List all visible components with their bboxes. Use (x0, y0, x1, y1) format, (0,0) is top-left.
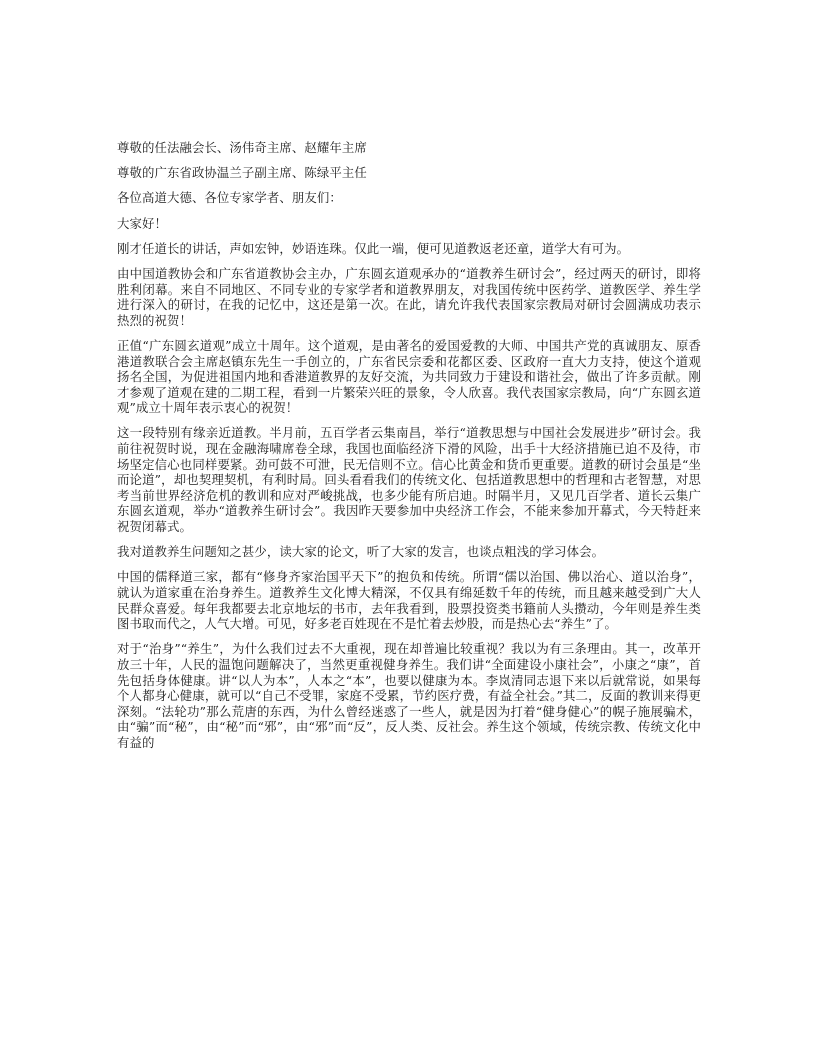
paragraph-salutation-2: 尊敬的广东省政协温兰子副主席、陈绿平主任 (117, 165, 367, 181)
paragraph-greeting: 大家好！ (117, 215, 167, 231)
paragraph-body-4: 这一段特别有缘亲近道教。半月前，五百学者云集南昌，举行“道教思想与中国社会发展进步”研讨会。我前往祝贺时说，现在金融海啸席卷全球，我国也面临经济下滑的风险，出手十大经济措施已迫不及待，市场坚定信心也同样要紧。劲可鼓不可泄，民无信则不立。信心比黄金和货币更重要。道教的研讨会虽是“坐而论道”，却也契理契机，有利时局。回头看看我们的传统文化、包括道教思想中的哲理和古老智慧，对思考当前世界经济危机的教训和应对严峻挑战，也多少能有所启迪。时隔半月，又见几百学者、道长云集广东圆玄道观，举办“道教养生研讨会”。我因昨天要参加中央经济工作会，不能来参加开幕式，今天特赶来祝贺闭幕式。 (117, 425, 701, 535)
document-text-body (117, 140, 701, 751)
paragraph-body-7: 对于“治身”“养生”，为什么我们过去不大重视，现在却普遍比较重视？我以为有三条理由。其一，改革开放三十年，人民的温饱问题解决了，当然更重视健身养生。我们讲“全面建设小康社会”，小康之“康”，首先包括身体健康。讲“以人为本”，人本之“本”，也要以健康为本。李岚清同志退下来以后就常说，如果每个人都身心健康，就可以“自己不受罪，家庭不受累，节约医疗费，有益全社会。”其二，反面的教训来得更深刻。“法轮功”那么荒唐的东西，为什么曾经迷惑了一些人，就是因为打着“健身健心”的幌子施展骗术，由“骗”而“秘”，由“秘”而“邪”，由“邪”而“反”，反人类、反社会。养生这个领域，传统宗教、传统文化中有益的 (117, 641, 701, 750)
paragraph-body-6: 中国的儒释道三家，都有“修身齐家治国平天下”的抱负和传统。所谓“儒以治国、佛以治心、道以治身”，就认为道家重在治身养生。道教养生文化博大精深，不仅具有绵延数千年的传统，而且越来越受到广大人民群众喜爱。每年我都要去北京地坛的书市，去年我看到，股票投资类书籍前人头攒动，今年则是养生类图书取而代之，人气大增。可见，好多老百姓现在不是忙着去炒股，而是热心去“养生”了。 (117, 569, 701, 632)
paragraph-body-5: 我对道教养生问题知之甚少，读大家的论文，听了大家的发言，也谈点粗浅的学习体会。 (117, 544, 605, 560)
paragraph-salutation-1: 尊敬的任法融会长、汤伟奇主席、赵耀年主席 (117, 140, 367, 155)
paragraph-body-2: 由中国道教协会和广东省道教协会主办，广东圆玄道观承办的“道教养生研讨会”，经过两天的研讨，即将胜利闭幕。来自不同地区、不同专业的专家学者和道教界朋友，对我国传统中医药学、道教医学、养生学进行深入的研讨，在我的记忆中，这还是第一次。在此，请允许我代表国家宗教局对研讨会圆满成功表示热烈的祝贺！ (117, 265, 701, 328)
paragraph-salutation-3: 各位高道大德、各位专家学者、朋友们： (117, 190, 342, 206)
paragraph-body-1: 刚才任道长的讲话，声如宏钟，妙语连珠。仅此一端，便可见道教返老还童，道学大有可为。 (117, 240, 630, 256)
paragraph-body-3: 正值“广东圆玄道观”成立十周年。这个道观，是由著名的爱国爱教的大师、中国共产党的真诚朋友、原香港道教联合会主席赵镇东先生一手创立的，广东省民宗委和花都区委、区政府一直大力支持，使这个道观扬名全国，为促进祖国内地和香港道教界的友好交流，为共同致力于建设和谐社会，做出了许多贡献。刚才参观了道观在建的二期工程，看到一片繁荣兴旺的景象，令人欣喜。我代表国家宗教局，向“广东圆玄道观”成立十周年表示衷心的祝贺！ (117, 337, 701, 416)
